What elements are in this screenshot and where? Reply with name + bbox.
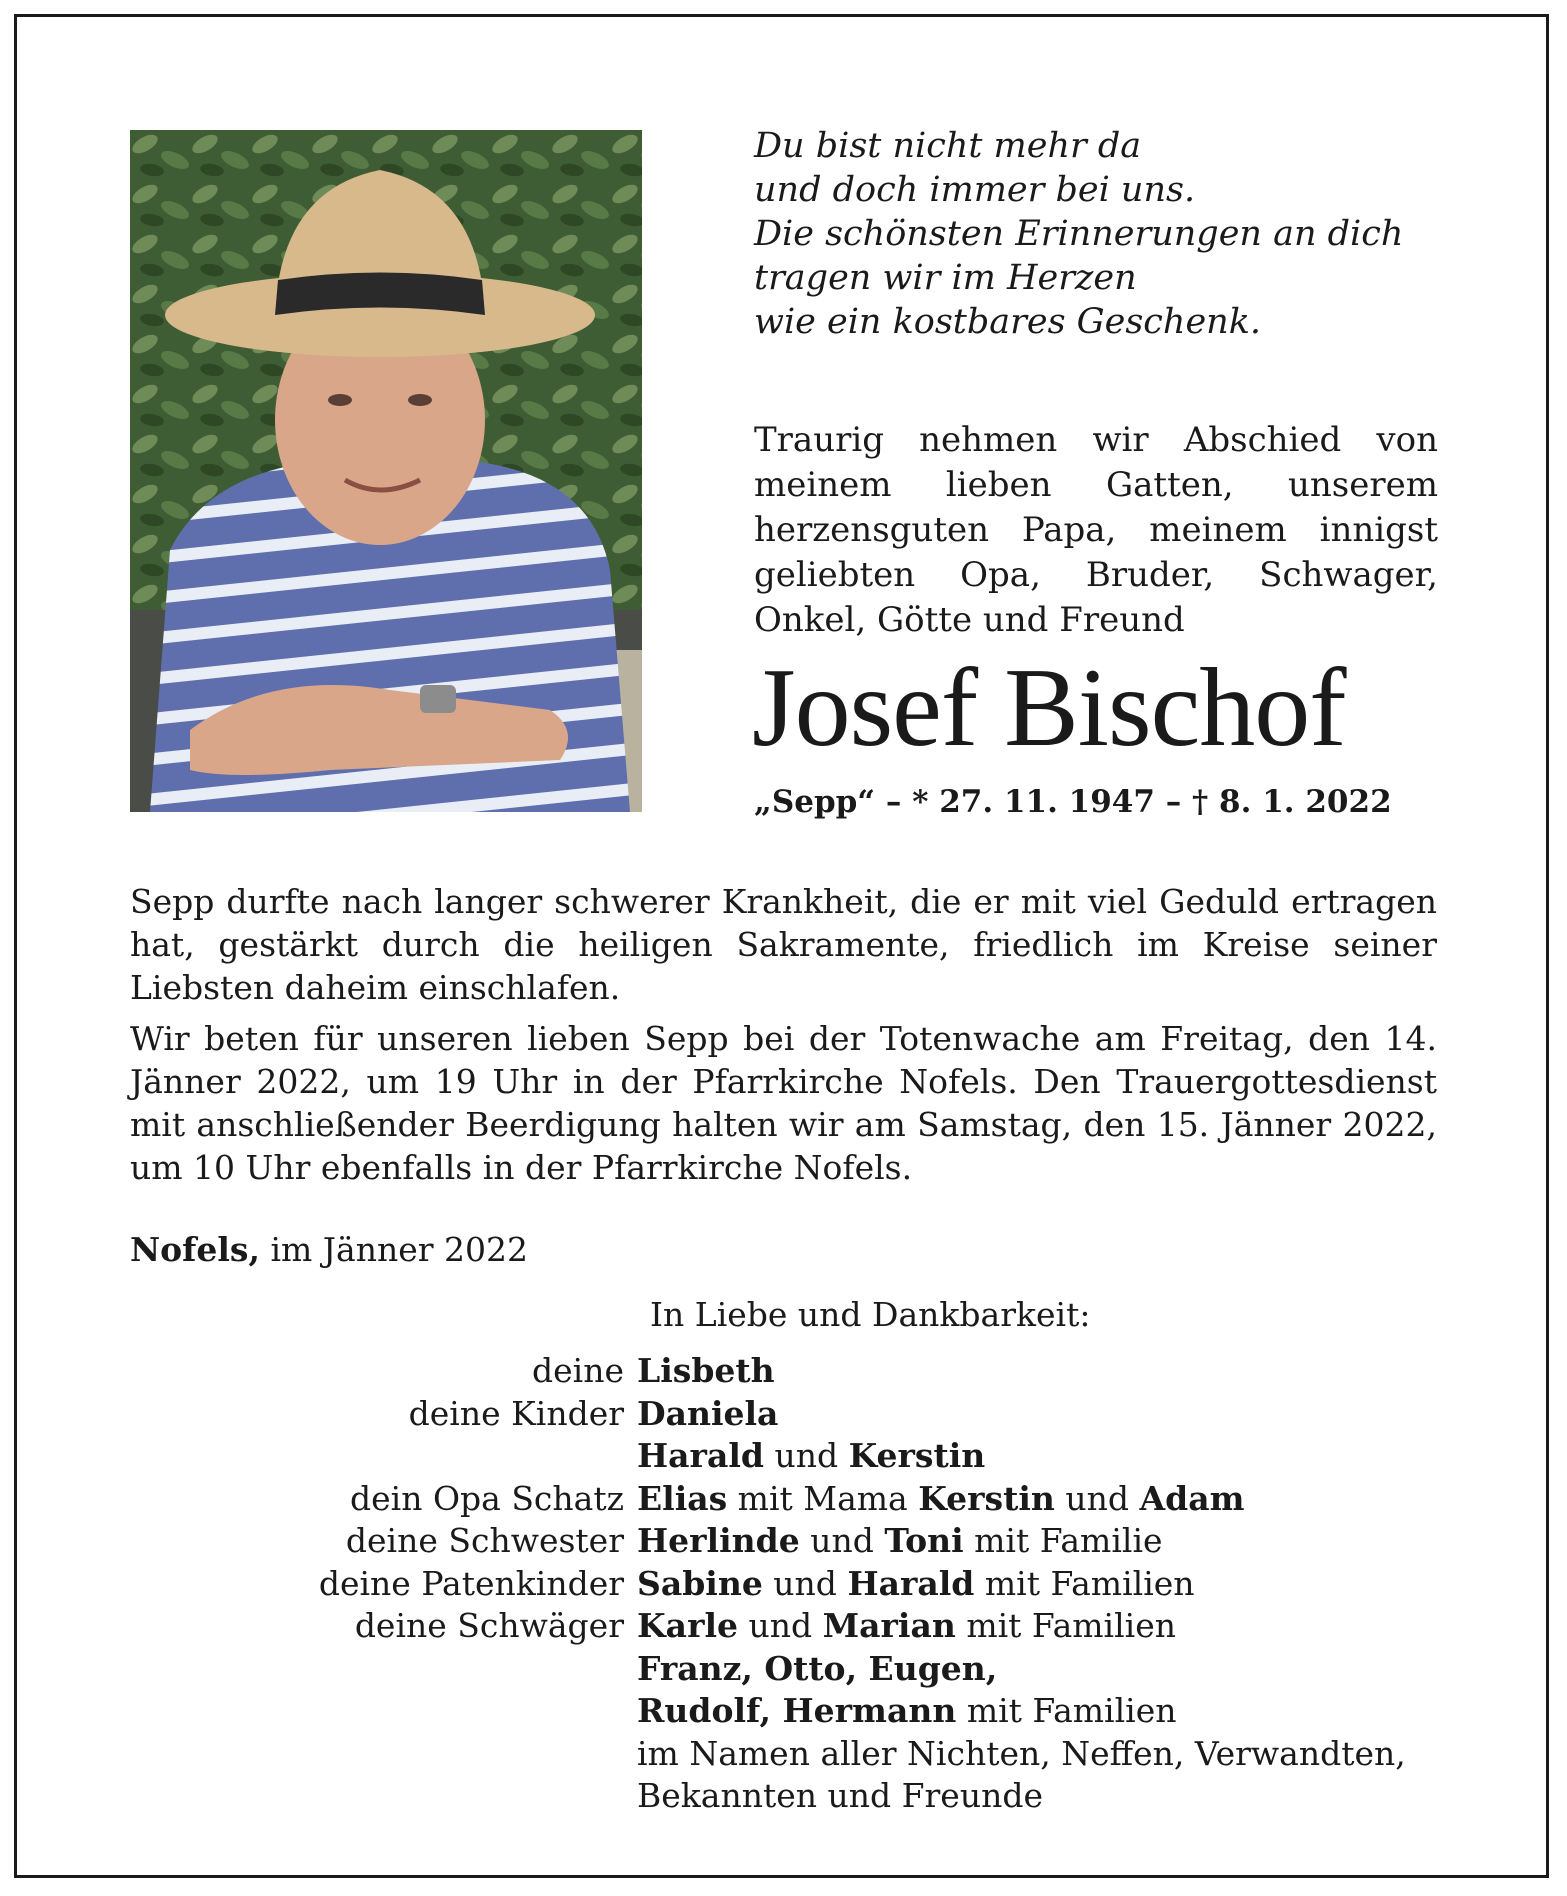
poem [754,124,1454,344]
mourner-names [637,1435,985,1478]
mourner-relation [130,1733,637,1776]
mourner-connector: mit Familien [955,1606,1176,1645]
mourner-relation: dein Opa Schatz [350,1478,624,1518]
mourner-connector: mit Familien [974,1563,1195,1603]
mourner-relation: deine [532,1351,624,1390]
poem-line: Du bist nicht mehr da [754,126,1142,166]
mourner-relation: deine Patenkinder [318,1563,624,1603]
mourner-name: Herlinde [637,1521,800,1560]
poem-line: Die schönsten Erinnerungen an dich [754,214,1404,254]
mourner-names [637,1478,1245,1521]
mourner-connector: und [762,1563,848,1603]
mourner-row [130,1478,1460,1521]
place-and-date [130,1228,528,1271]
mourner-names [637,1393,778,1436]
mourner-connector: im Namen aller Nichten, Neffen, Verwandten, [637,1733,1406,1773]
mourner-relation [130,1690,637,1733]
mourner-row [130,1733,1460,1776]
place-date: im Jänner 2022 [259,1230,528,1269]
death-date: † 8. 1. 2022 [1192,784,1392,820]
mourner-name: Sabine [637,1563,763,1603]
farewell-intro: Traurig nehmen wir Abschied von meinem lieben Gatten, unserem herzensguten Papa, meinem innigst geliebten Opa, Bruder, Schwager, Onkel, Götte und Freund [754,420,1438,640]
mourner-row [130,1435,1460,1478]
mourner-name: Harald [637,1436,764,1475]
mourner-name: Marian [822,1606,956,1645]
mourner-row [130,1563,1460,1606]
mourner-names [637,1350,775,1393]
mourner-names [637,1690,1177,1733]
mourner-row [130,1350,1460,1393]
mourner-name: Kerstin [848,1436,986,1475]
mourner-connector: und [763,1436,849,1475]
portrait-photo-icon [130,130,642,812]
life-dates [754,782,1392,822]
mourner-names [637,1733,1406,1776]
notice-body [130,880,1437,1197]
portrait-photo [130,130,642,812]
mourner-name: Adam [1139,1478,1245,1518]
mourner-connector: und [799,1521,885,1560]
mourner-row [130,1605,1460,1648]
nickname: „Sepp“ [754,784,876,820]
mourner-connector: mit Familien [956,1691,1177,1730]
mourner-name: Elias [637,1478,728,1518]
mourner-row [130,1648,1460,1691]
date-separator: – [1154,784,1193,820]
deceased-name: Josef Bischof [752,646,1346,770]
poem-line: tragen wir im Herzen [754,258,1137,298]
mourner-relation: deine Kinder [408,1393,624,1433]
mourner-connector: und [1054,1478,1140,1518]
mourner-connector: mit Mama [727,1478,919,1518]
mourner-connector: und [737,1606,823,1645]
mourner-name: Daniela [637,1393,779,1433]
mourner-name: Karle [637,1606,738,1645]
mourner-row [130,1690,1460,1733]
mourner-names [637,1775,1043,1818]
mourner-relation [130,1435,637,1478]
mourner-names [637,1563,1195,1606]
birth-date: * 27. 11. 1947 [912,784,1155,820]
signoff: In Liebe und Dankbarkeit: [650,1295,1091,1334]
mourner-name: Harald [847,1563,975,1603]
mourner-row [130,1393,1460,1436]
mourner-names [637,1648,997,1691]
mourner-row [130,1520,1460,1563]
mourner-name: Franz, Otto, Eugen, [637,1648,998,1688]
body-paragraph: Sepp durfte nach langer schwerer Krankheit, die er mit viel Geduld ertragen hat, gestärkt durch die heiligen Sakramente, friedlich im Kreise seiner Liebsten daheim einschlafen. [130,882,1437,1007]
mourner-names [637,1520,1163,1563]
poem-line: und doch immer bei uns. [754,170,1196,210]
mourner-relation [130,1775,637,1818]
mourner-relation: deine Schwäger [354,1606,624,1645]
date-separator: – [875,784,913,820]
mourner-name: Kerstin [918,1478,1055,1518]
poem-line: wie ein kostbares Geschenk. [754,302,1262,342]
mourner-relation: deine Schwester [345,1521,624,1560]
mourner-name: Toni [884,1521,964,1560]
mourner-connector: mit Familie [963,1521,1163,1560]
body-paragraph: Wir beten für unseren lieben Sepp bei der Totenwache am Freitag, den 14. Jänner 2022, um 19 Uhr in der Pfarrkirche Nofels. Den Trauergottesdienst mit anschließender Beerdigung halten wir am Samstag, den 15. Jänner 2022, um 10 Uhr ebenfalls in der Pfarrkirche Nofels. [130,1019,1437,1187]
mourner-names [637,1605,1176,1648]
place-town: Nofels, [130,1230,260,1269]
mourner-connector: Bekannten und Freunde [637,1776,1043,1815]
mourner-name: Rudolf, Hermann [637,1691,957,1730]
mourner-name: Lisbeth [637,1351,775,1390]
mourner-relation [130,1648,637,1691]
mourners-list [130,1350,1460,1818]
mourner-row [130,1775,1460,1818]
